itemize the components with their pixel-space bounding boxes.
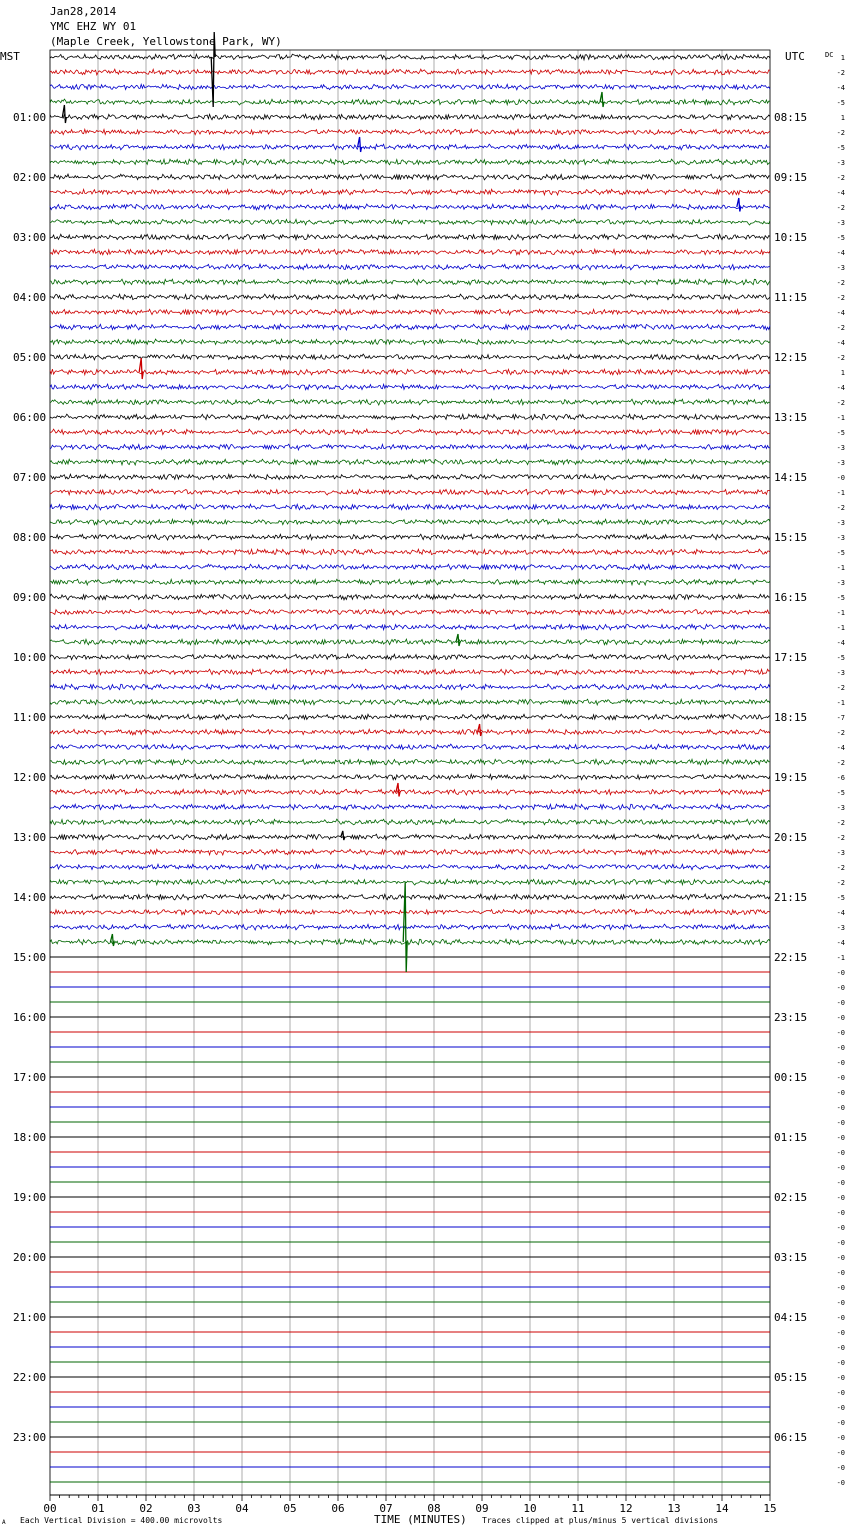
right-hour-label: 14:15 <box>774 471 808 484</box>
trace-row-23 <box>50 399 770 405</box>
dc-offset-label: -0 <box>836 1344 845 1352</box>
dc-offset-label: -0 <box>836 1074 845 1082</box>
dc-offset-label: -2 <box>836 684 845 692</box>
dc-offset-label: -0 <box>836 1014 845 1022</box>
trace-row-12 <box>50 234 770 240</box>
right-hour-label: 16:15 <box>774 591 808 604</box>
right-hour-label: 01:15 <box>774 1131 808 1144</box>
trace-row-4 <box>50 114 770 120</box>
trace-row-29 <box>50 489 770 495</box>
trace-row-47 <box>50 759 770 765</box>
x-tick-label: 12 <box>619 1502 633 1515</box>
trace-row-24 <box>50 414 770 420</box>
dc-offset-label: -0 <box>836 1089 845 1097</box>
dc-offset-label: -3 <box>836 459 845 467</box>
dc-offset-label: -2 <box>836 174 845 182</box>
x-tick-label: 15 <box>763 1502 777 1515</box>
trace-row-28 <box>50 474 770 480</box>
trace-row-3 <box>50 99 770 105</box>
left-hour-label: 02:00 <box>13 171 47 184</box>
left-hour-label: 17:00 <box>13 1071 47 1084</box>
dc-offset-label: -0 <box>836 1149 845 1157</box>
left-hour-label: 14:00 <box>13 891 47 904</box>
x-tick-label: 04 <box>235 1502 249 1515</box>
right-hour-label: 11:15 <box>774 291 808 304</box>
dc-offset-label: -0 <box>836 969 845 977</box>
trace-row-21 <box>50 369 770 375</box>
x-axis <box>43 1495 776 1515</box>
dc-offset-label: -2 <box>836 294 845 302</box>
event-spike-9 <box>341 831 345 840</box>
right-hour-label: 00:15 <box>774 1071 808 1084</box>
trace-row-38 <box>50 624 770 630</box>
right-timezone-label: UTC <box>785 50 805 63</box>
trace-row-48 <box>50 774 770 780</box>
trace-row-6 <box>50 144 770 150</box>
trace-row-20 <box>50 354 770 360</box>
trace-row-39 <box>50 639 770 645</box>
trace-row-51 <box>50 819 770 825</box>
trace-row-50 <box>50 804 770 810</box>
trace-row-13 <box>50 249 770 255</box>
dc-offset-label: -4 <box>836 384 845 392</box>
dc-offset-label: -2 <box>836 279 845 287</box>
dc-offset-label: -4 <box>836 84 845 92</box>
trace-row-19 <box>50 339 770 345</box>
right-hour-label: 23:15 <box>774 1011 808 1024</box>
left-hour-label: 23:00 <box>13 1431 47 1444</box>
trace-row-15 <box>50 279 770 285</box>
trace-row-9 <box>50 189 770 195</box>
right-hour-label: 17:15 <box>774 651 808 664</box>
trace-row-32 <box>50 534 770 540</box>
dc-offset-label: -0 <box>836 984 845 992</box>
x-tick-label: 01 <box>91 1502 105 1515</box>
x-tick-label: 03 <box>187 1502 201 1515</box>
dc-offset-labels <box>837 54 845 1487</box>
dc-offset-label: -3 <box>836 444 845 452</box>
dc-offset-label: -3 <box>836 924 845 932</box>
left-timezone-label: MST <box>0 50 20 63</box>
dc-offset-label: -4 <box>836 309 845 317</box>
event-spike-1 <box>600 92 604 107</box>
dc-offset-label: -4 <box>836 639 845 647</box>
trace-row-14 <box>50 264 770 270</box>
x-tick-label: 02 <box>139 1502 153 1515</box>
left-hour-label: 01:00 <box>13 111 47 124</box>
dc-offset-label: -0 <box>836 1374 845 1382</box>
trace-row-10 <box>50 204 770 210</box>
trace-row-31 <box>50 519 770 525</box>
left-hour-label: 12:00 <box>13 771 47 784</box>
trace-row-2 <box>50 84 770 89</box>
clip-note: Traces clipped at plus/minus 5 vertical divisions <box>482 1516 719 1525</box>
right-hour-label: 18:15 <box>774 711 808 724</box>
event-spike-4 <box>737 198 741 212</box>
trace-row-42 <box>50 684 770 690</box>
dc-offset-label: -2 <box>836 324 845 332</box>
trace-row-58 <box>50 924 770 930</box>
dc-offset-label: -0 <box>836 1329 845 1337</box>
trace-row-35 <box>50 579 770 585</box>
dc-offset-label: -5 <box>836 654 845 662</box>
trace-row-25 <box>50 429 770 435</box>
left-hour-label: 21:00 <box>13 1311 47 1324</box>
dc-offset-label: -0 <box>836 1434 845 1442</box>
dc-offset-label: -0 <box>836 1104 845 1112</box>
dc-offset-label: -3 <box>836 849 845 857</box>
left-hour-label: 08:00 <box>13 531 47 544</box>
x-tick-label: 05 <box>283 1502 297 1515</box>
trace-row-46 <box>50 744 770 750</box>
dc-offset-label: -0 <box>836 1044 845 1052</box>
dc-offset-label: -3 <box>836 669 845 677</box>
dc-offset-label: -0 <box>836 1479 845 1487</box>
trace-row-22 <box>50 384 770 390</box>
dc-offset-label: -0 <box>836 1464 845 1472</box>
dc-offset-label: -4 <box>836 189 845 197</box>
dc-offset-label: -0 <box>836 1254 845 1262</box>
dc-offset-label: 1 <box>840 369 845 377</box>
x-tick-label: 06 <box>331 1502 345 1515</box>
event-spikes <box>62 32 740 972</box>
right-hour-label: 19:15 <box>774 771 808 784</box>
right-hour-label: 06:15 <box>774 1431 808 1444</box>
corner-mark: A <box>2 1519 6 1526</box>
dc-offset-label: -5 <box>836 549 845 557</box>
x-tick-label: 13 <box>667 1502 681 1515</box>
right-hour-label: 13:15 <box>774 411 808 424</box>
trace-row-41 <box>50 669 770 675</box>
event-spike-5 <box>139 358 143 379</box>
trace-row-53 <box>50 849 770 855</box>
x-tick-label: 07 <box>379 1502 393 1515</box>
dc-offset-label: -1 <box>836 699 845 707</box>
dc-offset-label: 1 <box>840 114 845 122</box>
dc-offset-label: -0 <box>836 1059 845 1067</box>
trace-row-52 <box>50 834 770 840</box>
right-hour-labels <box>774 111 807 1444</box>
dc-offset-label: -0 <box>836 1269 845 1277</box>
dc-offset-label: -5 <box>836 594 845 602</box>
right-hour-label: 09:15 <box>774 171 808 184</box>
trace-row-26 <box>50 444 770 450</box>
trace-row-18 <box>50 324 770 330</box>
trace-row-36 <box>50 594 770 600</box>
left-hour-label: 06:00 <box>13 411 47 424</box>
left-hour-labels <box>13 111 46 1444</box>
left-hour-label: 15:00 <box>13 951 47 964</box>
trace-row-5 <box>50 129 770 135</box>
trace-row-55 <box>50 879 770 885</box>
right-hour-label: 03:15 <box>774 1251 808 1264</box>
trace-row-40 <box>50 654 770 660</box>
dc-offset-label: -3 <box>836 804 845 812</box>
right-hour-label: 22:15 <box>774 951 808 964</box>
dc-offset-label: -2 <box>836 729 845 737</box>
dc-offset-label: -0 <box>836 1194 845 1202</box>
dc-offset-label: -2 <box>836 69 845 77</box>
dc-offset-label: -2 <box>836 204 845 212</box>
dc-offset-label: -0 <box>836 1284 845 1292</box>
trace-row-0 <box>50 54 770 60</box>
dc-offset-label: -2 <box>836 834 845 842</box>
dc-offset-label: -0 <box>836 1389 845 1397</box>
left-hour-label: 07:00 <box>13 471 47 484</box>
dc-offset-label: -0 <box>836 1134 845 1142</box>
x-axis-title: TIME (MINUTES) <box>374 1513 467 1526</box>
trace-row-37 <box>50 609 770 615</box>
dc-offset-label: -0 <box>836 1449 845 1457</box>
trace-row-7 <box>50 159 770 165</box>
left-hour-label: 18:00 <box>13 1131 47 1144</box>
dc-offset-label: -2 <box>836 399 845 407</box>
dc-offset-label: -1 <box>836 954 845 962</box>
trace-row-57 <box>50 909 770 915</box>
right-hour-label: 15:15 <box>774 531 808 544</box>
dc-offset-label: -0 <box>836 999 845 1007</box>
dc-offset-label: -4 <box>836 939 845 947</box>
trace-row-45 <box>50 729 770 735</box>
dc-offset-label: -2 <box>836 129 845 137</box>
trace-row-49 <box>50 789 770 795</box>
dc-offset-label: -5 <box>836 894 845 902</box>
left-hour-label: 19:00 <box>13 1191 47 1204</box>
dc-offset-label: -0 <box>836 1179 845 1187</box>
dc-offset-label: -4 <box>836 339 845 347</box>
dc-offset-label: -1 <box>836 624 845 632</box>
left-hour-label: 16:00 <box>13 1011 47 1024</box>
right-hour-label: 10:15 <box>774 231 808 244</box>
dc-offset-label: 1 <box>840 54 845 62</box>
dc-offset-label: -2 <box>836 879 845 887</box>
dc-offset-label: -3 <box>836 534 845 542</box>
trace-row-56 <box>50 894 770 900</box>
trace-row-33 <box>50 549 770 555</box>
x-tick-label: 00 <box>43 1502 57 1515</box>
dc-offset-label: -3 <box>836 264 845 272</box>
dc-offset-label: -0 <box>836 1119 845 1127</box>
left-hour-label: 11:00 <box>13 711 47 724</box>
right-hour-label: 02:15 <box>774 1191 808 1204</box>
header-date: Jan28,2014 <box>50 5 117 18</box>
x-tick-label: 09 <box>475 1502 489 1515</box>
event-spike-3 <box>358 137 362 152</box>
left-hour-label: 09:00 <box>13 591 47 604</box>
dc-offset-label: -5 <box>836 99 845 107</box>
dc-offset-label: -0 <box>836 1404 845 1412</box>
x-tick-label: 11 <box>571 1502 585 1515</box>
dc-offset-label: -5 <box>836 789 845 797</box>
header-location: (Maple Creek, Yellowstone Park, WY) <box>50 35 282 48</box>
trace-row-1 <box>50 69 770 75</box>
dc-offset-label: -4 <box>836 249 845 257</box>
header-station: YMC EHZ WY 01 <box>50 20 137 33</box>
trace-row-17 <box>50 309 770 315</box>
dc-offset-label: -3 <box>836 159 845 167</box>
trace-row-27 <box>50 459 770 465</box>
left-hour-label: 13:00 <box>13 831 47 844</box>
left-hour-label: 10:00 <box>13 651 47 664</box>
right-hour-label: 12:15 <box>774 351 808 364</box>
left-hour-label: 20:00 <box>13 1251 47 1264</box>
dc-offset-label: -2 <box>836 864 845 872</box>
dc-offset-label: -3 <box>836 519 845 527</box>
trace-row-16 <box>50 294 770 300</box>
trace-row-44 <box>50 714 770 720</box>
right-hour-label: 04:15 <box>774 1311 808 1324</box>
dc-offset-label: -0 <box>836 1209 845 1217</box>
trace-row-59 <box>50 939 770 945</box>
left-hour-label: 22:00 <box>13 1371 47 1384</box>
left-hour-label: 04:00 <box>13 291 47 304</box>
left-hour-label: 03:00 <box>13 231 47 244</box>
dc-offset-label: -0 <box>836 1419 845 1427</box>
dc-offset-label: -2 <box>836 819 845 827</box>
trace-row-8 <box>50 174 770 180</box>
dc-offset-label: -5 <box>836 144 845 152</box>
right-hour-label: 20:15 <box>774 831 808 844</box>
dc-offset-label: -0 <box>836 1314 845 1322</box>
trace-row-34 <box>50 564 770 570</box>
dc-offset-label: -0 <box>836 1239 845 1247</box>
dc-offset-label: -3 <box>836 579 845 587</box>
event-spike-2 <box>62 105 66 123</box>
trace-rows <box>50 54 770 1482</box>
x-tick-label: 08 <box>427 1502 441 1515</box>
right-hour-label: 21:15 <box>774 891 808 904</box>
dc-offset-label: -4 <box>836 909 845 917</box>
dc-offset-label: -0 <box>836 1299 845 1307</box>
dc-offset-label: -0 <box>836 474 845 482</box>
dc-offset-label: -2 <box>836 354 845 362</box>
dc-column-label: DC <box>825 51 834 59</box>
right-hour-label: 05:15 <box>774 1371 808 1384</box>
dc-offset-label: -0 <box>836 1164 845 1172</box>
right-hour-label: 08:15 <box>774 111 808 124</box>
dc-offset-label: -5 <box>836 234 845 242</box>
dc-offset-label: -1 <box>836 489 845 497</box>
dc-offset-label: -0 <box>836 1224 845 1232</box>
trace-row-11 <box>50 219 770 225</box>
dc-offset-label: -3 <box>836 219 845 227</box>
left-hour-label: 05:00 <box>13 351 47 364</box>
dc-offset-label: -7 <box>836 714 845 722</box>
trace-row-30 <box>50 504 770 510</box>
scale-note: Each Vertical Division = 400.00 microvolts <box>20 1516 223 1525</box>
dc-offset-label: -6 <box>836 774 845 782</box>
trace-row-43 <box>50 699 770 705</box>
x-tick-label: 14 <box>715 1502 729 1515</box>
dc-offset-label: -5 <box>836 429 845 437</box>
dc-offset-label: -1 <box>836 414 845 422</box>
dc-offset-label: -4 <box>836 744 845 752</box>
dc-offset-label: -0 <box>836 1359 845 1367</box>
dc-offset-label: -2 <box>836 504 845 512</box>
dc-offset-label: -0 <box>836 1029 845 1037</box>
x-tick-label: 10 <box>523 1502 537 1515</box>
dc-offset-label: -1 <box>836 609 845 617</box>
trace-row-54 <box>50 864 770 870</box>
dc-offset-label: -2 <box>836 759 845 767</box>
dc-offset-label: -1 <box>836 564 845 572</box>
